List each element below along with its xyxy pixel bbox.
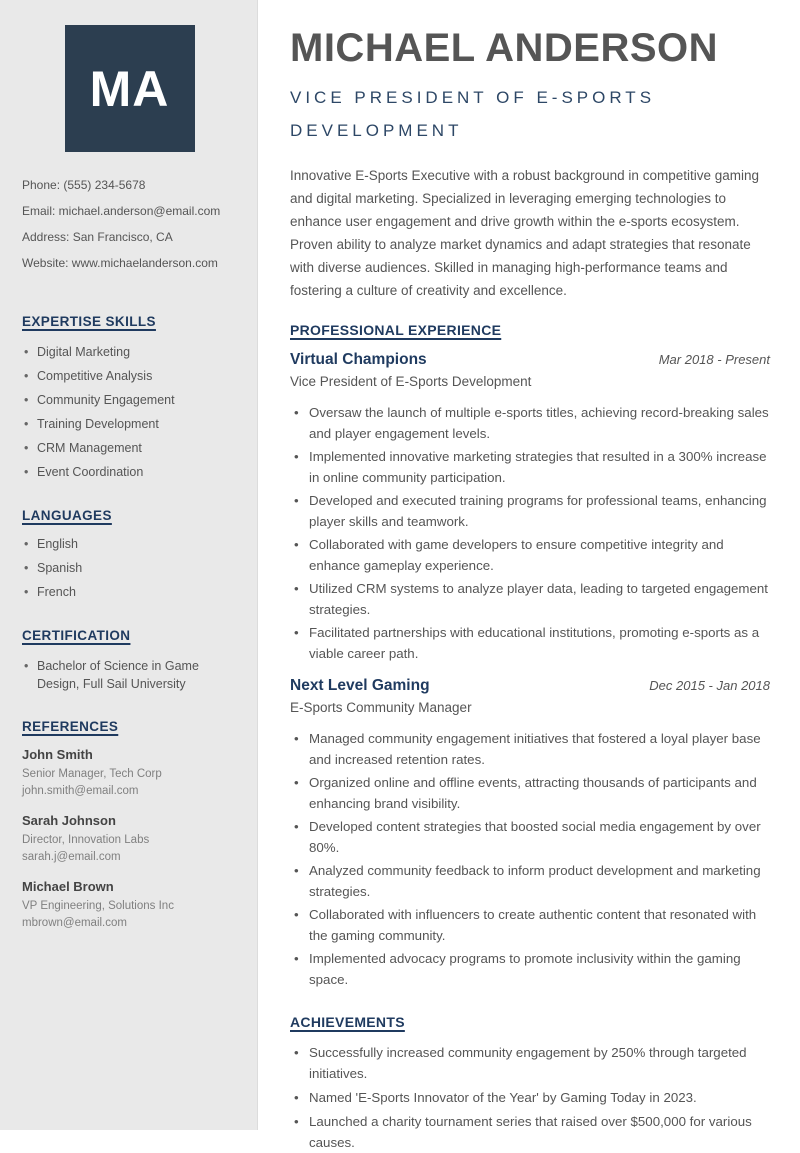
contact-address: Address: San Francisco, CA <box>22 230 173 244</box>
job-bullet: • Developed content strategies that boosted social media engagement by over 80%. <box>290 816 770 858</box>
reference-name: John Smith <box>22 747 93 762</box>
skill-item: • Training Development <box>22 417 237 432</box>
reference-person <box>22 747 237 800</box>
references-heading: REFERENCES <box>22 719 119 734</box>
achievements-heading: ACHIEVEMENTS <box>290 1014 405 1030</box>
job-role: Vice President of E-Sports Development <box>290 374 532 389</box>
experience-heading: PROFESSIONAL EXPERIENCE <box>290 322 502 338</box>
job-company: Virtual Champions <box>290 351 427 368</box>
skill-item: • Competitive Analysis <box>22 369 237 384</box>
job-header <box>290 351 770 369</box>
job-bullet: • Collaborated with game developers to ensure competitive integrity and enhance gameplay experience. <box>290 534 770 576</box>
monogram-badge <box>65 25 195 152</box>
job-bullet: • Implemented advocacy programs to promote inclusivity within the gaming space. <box>290 948 770 990</box>
job-bullet: • Managed community engagement initiatives that fostered a loyal player base and increased retention rates. <box>290 728 770 770</box>
person-job-title: VICE PRESIDENT OF E-SPORTS DEVELOPMENT <box>290 88 656 140</box>
job-bullet: • Developed and executed training programs for professional teams, enhancing player skills and teamwork. <box>290 490 770 532</box>
job-bullet: • Analyzed community feedback to inform product development and marketing strategies. <box>290 860 770 902</box>
skill-item: • CRM Management <box>22 441 237 456</box>
reference-title: VP Engineering, Solutions Inc <box>22 900 174 912</box>
job-bullet: • Collaborated with influencers to create authentic content that resonated with the gaming community. <box>290 904 770 946</box>
job-role: E-Sports Community Manager <box>290 700 472 715</box>
reference-person <box>22 879 237 932</box>
achievement-bullet: • Named 'E-Sports Innovator of the Year' by Gaming Today in 2023. <box>290 1087 770 1108</box>
contact-info <box>22 178 237 270</box>
reference-title: Senior Manager, Tech Corp <box>22 768 162 780</box>
certification-list <box>22 657 237 693</box>
profile-summary: Innovative E-Sports Executive with a robust background in competitive gaming and digital marketing. Specialized in leveraging emerging technologies to enhance user engagement and drive growth within the e-sports ecosystem. Proven ability to analyze market dynamics and adapt strategies that resonate with diverse audiences. Skilled in managing high-performance teams and fostering a culture of creativity and excellence. <box>290 168 759 298</box>
job-company: Next Level Gaming <box>290 677 430 694</box>
certification-heading: CERTIFICATION <box>22 628 131 643</box>
main-content <box>258 0 800 1150</box>
job-dates: Mar 2018 - Present <box>658 352 770 367</box>
monogram-initials: MA <box>89 60 170 117</box>
reference-name: Michael Brown <box>22 879 114 894</box>
achievements-list <box>290 1042 770 1153</box>
experience-entry <box>290 677 770 990</box>
language-item: • Spanish <box>22 561 237 576</box>
job-bullet-list <box>290 728 770 990</box>
languages-list <box>22 537 237 600</box>
achievement-bullet: • Launched a charity tournament series that raised over $500,000 for various causes. <box>290 1111 770 1153</box>
job-bullet: • Organized online and offline events, attracting thousands of participants and enhancing brand visibility. <box>290 772 770 814</box>
skills-list <box>22 345 237 480</box>
person-name: MICHAEL ANDERSON <box>290 26 719 70</box>
reference-person <box>22 813 237 866</box>
certification-item: • Bachelor of Science in Game Design, Full Sail University <box>22 657 237 693</box>
job-bullet: • Oversaw the launch of multiple e-sports titles, achieving record-breaking sales and player engagement levels. <box>290 402 770 444</box>
job-header <box>290 677 770 695</box>
job-dates: Dec 2015 - Jan 2018 <box>649 678 770 693</box>
job-bullet-list <box>290 402 770 664</box>
languages-heading: LANGUAGES <box>22 508 112 523</box>
reference-name: Sarah Johnson <box>22 813 116 828</box>
contact-website: Website: www.michaelanderson.com <box>22 256 218 270</box>
skills-heading: EXPERTISE SKILLS <box>22 314 156 329</box>
job-bullet: • Utilized CRM systems to analyze player data, leading to targeted engagement strategies. <box>290 578 770 620</box>
job-bullet: • Implemented innovative marketing strategies that resulted in a 300% increase in online community participation. <box>290 446 770 488</box>
skill-item: • Community Engagement <box>22 393 237 408</box>
contact-email: Email: michael.anderson@email.com <box>22 204 221 218</box>
contact-phone: Phone: (555) 234-5678 <box>22 178 146 192</box>
experience-entry <box>290 351 770 664</box>
reference-title: Director, Innovation Labs <box>22 834 150 846</box>
sidebar <box>0 0 258 1130</box>
skill-item: • Event Coordination <box>22 465 237 480</box>
achievement-bullet: • Successfully increased community engagement by 250% through targeted initiatives. <box>290 1042 770 1084</box>
skill-item: • Digital Marketing <box>22 345 237 360</box>
reference-email: sarah.j@email.com <box>22 851 121 863</box>
language-item: • French <box>22 585 237 600</box>
job-bullet: • Facilitated partnerships with educational institutions, promoting e-sports as a viable career path. <box>290 622 770 664</box>
reference-email: mbrown@email.com <box>22 917 127 929</box>
reference-email: john.smith@email.com <box>22 785 139 797</box>
language-item: • English <box>22 537 237 552</box>
